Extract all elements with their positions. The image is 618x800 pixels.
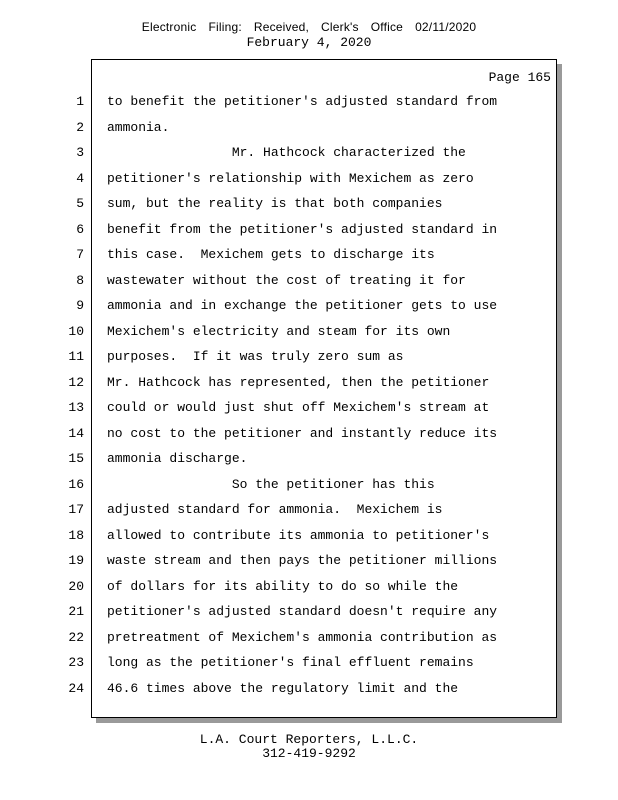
line-number: 14: [68, 426, 84, 441]
line-text: to benefit the petitioner's adjusted standard from: [107, 94, 498, 109]
line-number: 19: [68, 553, 84, 568]
line-text: Mexichem's electricity and steam for its own: [107, 324, 451, 339]
line-text: this case. Mexichem gets to discharge its: [107, 247, 435, 262]
line-number: 11: [68, 349, 84, 364]
stamp-word-received: Received,: [253, 20, 310, 34]
stamp-date: 02/11/2020: [415, 20, 477, 34]
line-text: adjusted standard for ammonia. Mexichem is: [107, 502, 443, 517]
line-number: 3: [76, 145, 84, 160]
line-number: 15: [68, 451, 84, 466]
line-text: purposes. If it was truly zero sum as: [107, 349, 404, 364]
line-number: 10: [68, 324, 84, 339]
line-text: Mr. Hathcock has represented, then the petitioner: [107, 375, 490, 390]
line-text: So the petitioner has this: [107, 477, 435, 492]
line-number: 21: [68, 604, 84, 619]
line-number: 1: [76, 94, 84, 109]
line-text: petitioner's relationship with Mexichem as zero: [107, 171, 474, 186]
line-text: no cost to the petitioner and instantly reduce its: [107, 426, 498, 441]
line-text: ammonia discharge.: [107, 451, 248, 466]
line-number: 8: [76, 273, 84, 288]
line-text: benefit from the petitioner's adjusted standard in: [107, 222, 498, 237]
filing-stamp: [0, 20, 618, 34]
line-number: 20: [68, 579, 84, 594]
line-number: 17: [68, 502, 84, 517]
line-number: 16: [68, 477, 84, 492]
line-text: ammonia and in exchange the petitioner gets to use: [107, 298, 498, 313]
transcript-date: February 4, 2020: [246, 35, 372, 50]
line-number: 24: [68, 681, 84, 696]
line-number: 22: [68, 630, 84, 645]
line-text: pretreatment of Mexichem's ammonia contribution as: [107, 630, 498, 645]
line-number: 6: [76, 222, 84, 237]
page-number: Page 165: [488, 70, 551, 85]
line-number: 9: [76, 298, 84, 313]
stamp-word-clerks: Clerk's: [321, 20, 359, 34]
stamp-word-electronic: Electronic: [141, 20, 197, 34]
line-number: 12: [68, 375, 84, 390]
line-number: 23: [68, 655, 84, 670]
line-number: 13: [68, 400, 84, 415]
line-text: petitioner's adjusted standard doesn't require any: [107, 604, 498, 619]
line-number: 4: [76, 171, 84, 186]
line-number: 5: [76, 196, 84, 211]
line-text: could or would just shut off Mexichem's stream at: [107, 400, 490, 415]
line-text: waste stream and then pays the petitioner millions: [107, 553, 498, 568]
line-text: allowed to contribute its ammonia to petitioner's: [107, 528, 490, 543]
stamp-word-office: Office: [370, 20, 404, 34]
line-text: ammonia.: [107, 120, 170, 135]
line-number: 18: [68, 528, 84, 543]
line-text: long as the petitioner's final effluent remains: [107, 655, 474, 670]
line-number: 7: [76, 247, 84, 262]
footer: [0, 733, 618, 761]
line-text: sum, but the reality is that both companies: [107, 196, 443, 211]
stamp-word-filing: Filing:: [208, 20, 242, 34]
line-number: 2: [76, 120, 84, 135]
reporter-company: L.A. Court Reporters, L.L.C.: [199, 732, 419, 747]
reporter-phone: 312-419-9292: [262, 746, 356, 761]
line-text: wastewater without the cost of treating it for: [107, 273, 466, 288]
line-text: Mr. Hathcock characterized the: [107, 145, 466, 160]
line-text: 46.6 times above the regulatory limit and the: [107, 681, 459, 696]
line-text: of dollars for its ability to do so while the: [107, 579, 459, 594]
